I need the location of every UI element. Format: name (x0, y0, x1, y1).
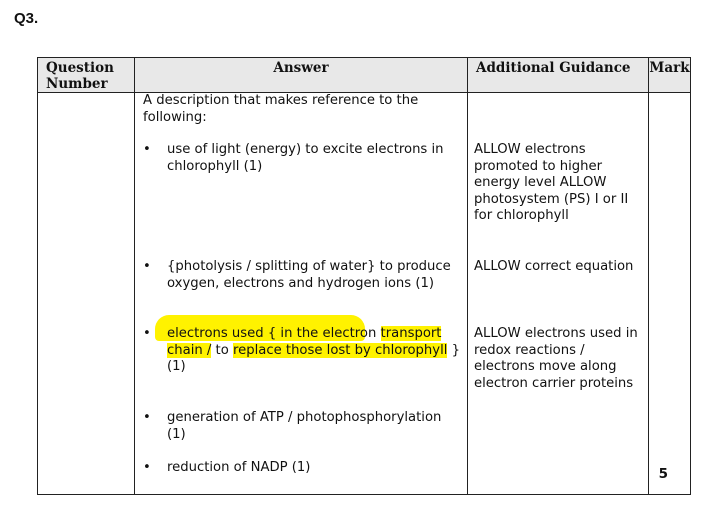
guidance-3: ALLOW electrons used in redox reactions / electrons move along electron carrier proteins (474, 326, 638, 391)
list-item (143, 410, 463, 443)
answer-point-4: generation of ATP / photophosphorylation (1) (167, 410, 442, 442)
list-item (143, 259, 463, 292)
highlighted-text: electrons used (167, 326, 264, 341)
highlighted-text: replace those lost by chlorophyll (232, 342, 448, 358)
bullet-icon: • (143, 410, 151, 425)
answer-point-3: electrons used { in the electron transport chain / to replace those lost by chlorophyll } (1) (167, 326, 461, 374)
bullet-icon: • (143, 259, 151, 274)
question-label: Q3. (14, 10, 39, 27)
answer-intro: A description that makes reference to the following: (143, 93, 419, 125)
mark-scheme-table (37, 57, 691, 495)
mark-value: 5 (658, 465, 668, 482)
answer-point-2: {photolysis / splitting of water} to produce oxygen, electrons and hydrogen ions (1) (167, 259, 451, 291)
header-answer: Answer (135, 58, 468, 93)
mark-cell (649, 93, 691, 495)
question-number-cell (38, 93, 135, 495)
list-item (143, 142, 463, 175)
highlighted-text: transport chain / (167, 326, 442, 358)
header-mark: Mark (649, 58, 691, 93)
guidance-1: ALLOW electrons promoted to higher energy level ALLOW photosystem (PS) I or II for chlorophyll (474, 142, 629, 223)
header-question-number: Question Number (38, 58, 135, 93)
table-row (38, 93, 691, 495)
table-header-row (38, 58, 691, 93)
answer-point-1: use of light (energy) to excite electrons in chlorophyll (1) (167, 142, 444, 174)
bullet-icon: • (143, 326, 151, 341)
guidance-cell (468, 93, 649, 495)
bullet-icon: • (143, 142, 151, 157)
header-guidance: Additional Guidance (468, 58, 649, 93)
guidance-2: ALLOW correct equation (474, 259, 634, 274)
answer-cell (135, 93, 468, 495)
list-item (143, 326, 463, 376)
answer-point-5: reduction of NADP (1) (167, 460, 311, 475)
bullet-icon: • (143, 460, 151, 475)
list-item (143, 460, 463, 477)
